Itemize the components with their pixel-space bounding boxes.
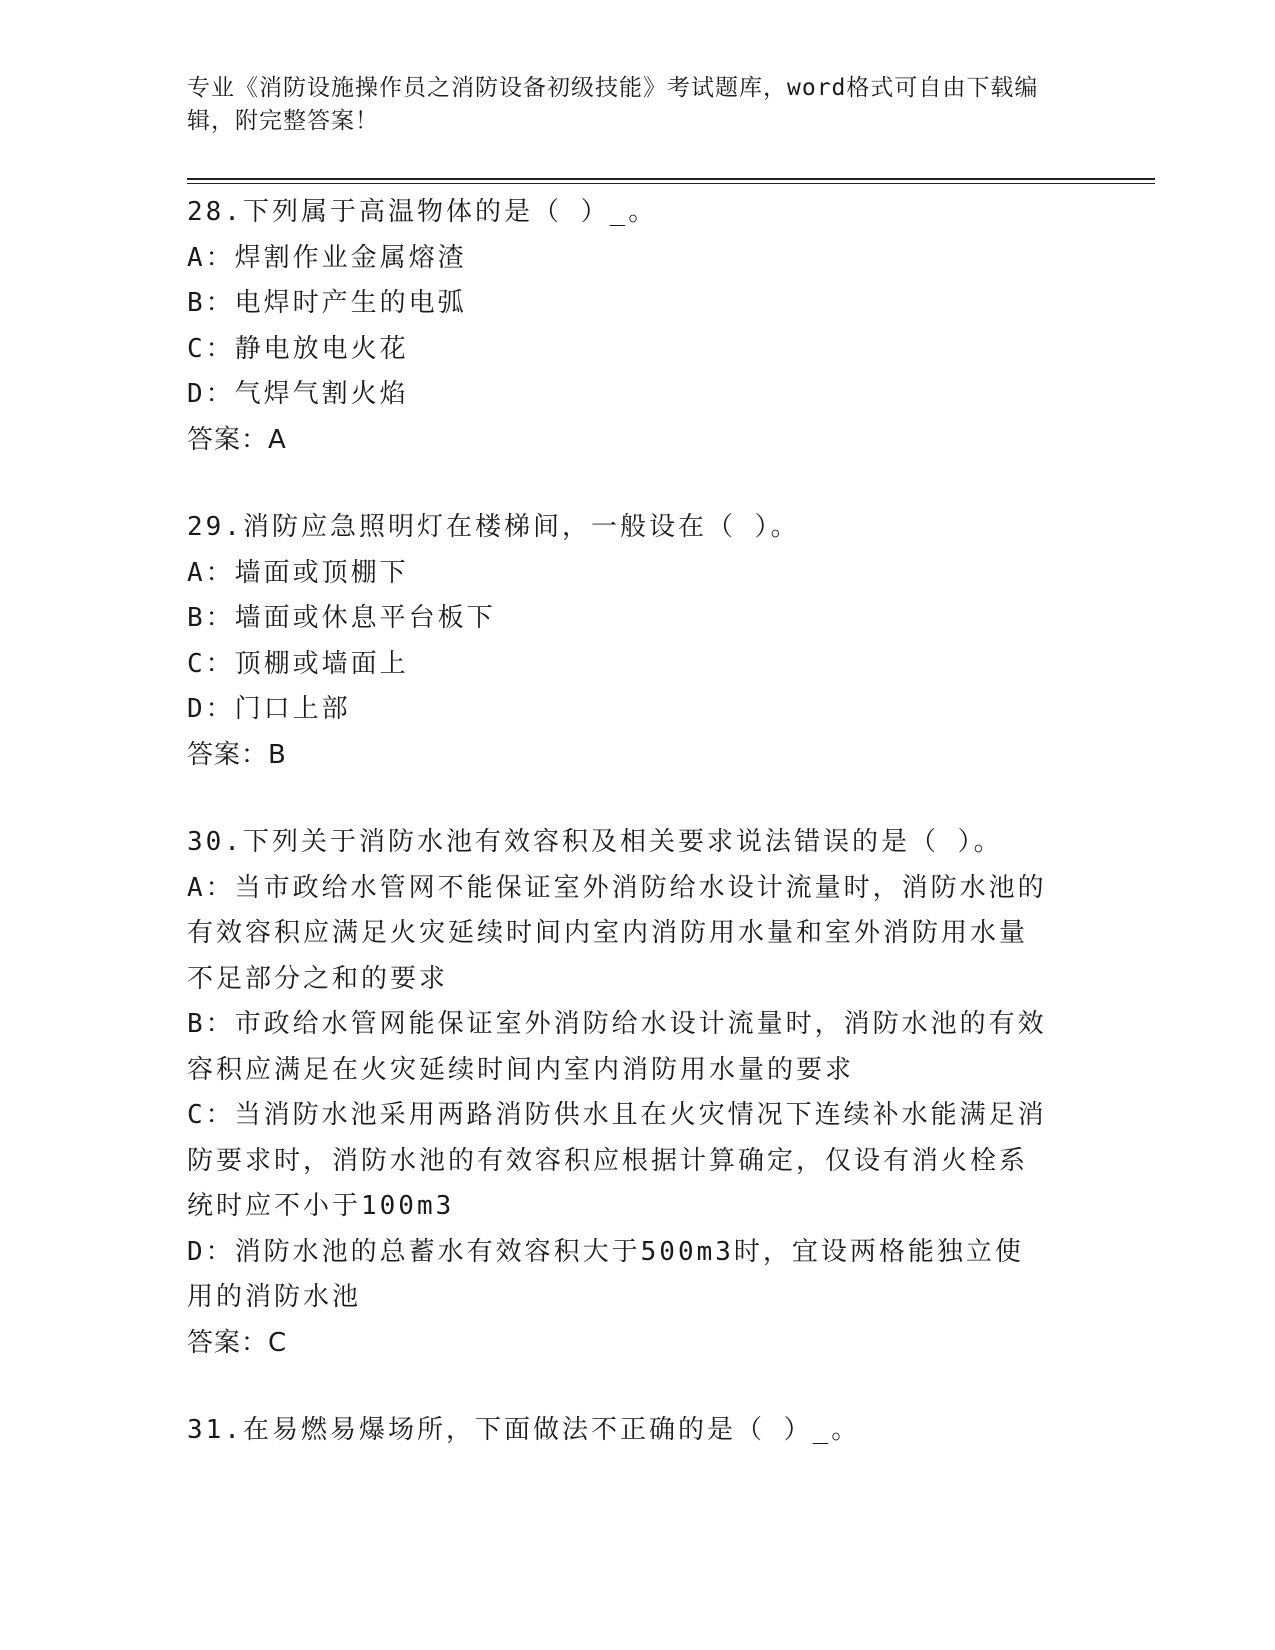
question-stem: 29.消防应急照明灯在楼梯间，一般设在（ ）。	[187, 512, 800, 542]
option-d: D：气焊气割火焰	[187, 379, 409, 409]
question-stem: 28.下列属于高温物体的是（ ）_。	[187, 197, 658, 227]
header-divider-thick	[187, 178, 1155, 180]
option-a: A：焊割作业金属熔渣	[187, 242, 467, 273]
option-c: C：顶棚或墙面上	[187, 648, 409, 679]
option-a: A：当市政给水管网不能保证室外消防给水设计流量时，消防水池的有效容积应满足火灾延续时间内室内消防用水量和室外消防用水量不足部分之和的要求	[187, 872, 1047, 994]
question-30	[187, 820, 1087, 1366]
question-29	[187, 505, 1087, 778]
header-line-1: 专业《消防设施操作员之消防设备初级技能》考试题库，word格式可自由下载编	[187, 75, 1039, 101]
question-28	[187, 190, 1087, 463]
document-header	[187, 72, 1087, 138]
option-c: C：当消防水池采用两路消防供水且在火灾情况下连续补水能满足消防要求时，消防水池的有效容积应根据计算确定，仅设有消火栓系统时应不小于100m3	[187, 1100, 1047, 1221]
header-line-2: 辑，附完整答案！	[187, 108, 379, 134]
option-d: D：消防水池的总蓄水有效容积大于500m3时，宜设两格能独立使用的消防水池	[187, 1236, 1024, 1312]
question-stem: 30.下列关于消防水池有效容积及相关要求说法错误的是（ ）。	[187, 827, 1003, 857]
option-c: C：静电放电火花	[187, 333, 409, 364]
option-b: B：电焊时产生的电弧	[187, 288, 467, 318]
header-divider-thin	[187, 183, 1155, 184]
option-a: A：墙面或顶棚下	[187, 557, 409, 588]
question-list	[187, 190, 1087, 1496]
question-31	[187, 1408, 1087, 1454]
answer: 答案：B	[187, 739, 287, 770]
answer: 答案：A	[187, 424, 287, 455]
option-d: D：门口上部	[187, 694, 351, 724]
question-stem: 31.在易燃易爆场所，下面做法不正确的是（ ）_。	[187, 1415, 861, 1445]
option-b: B：市政给水管网能保证室外消防给水设计流量时，消防水池的有效容积应满足在火灾延续时间内室内消防用水量的要求	[187, 1009, 1047, 1085]
answer: 答案：C	[187, 1327, 288, 1358]
option-b: B：墙面或休息平台板下	[187, 603, 496, 633]
